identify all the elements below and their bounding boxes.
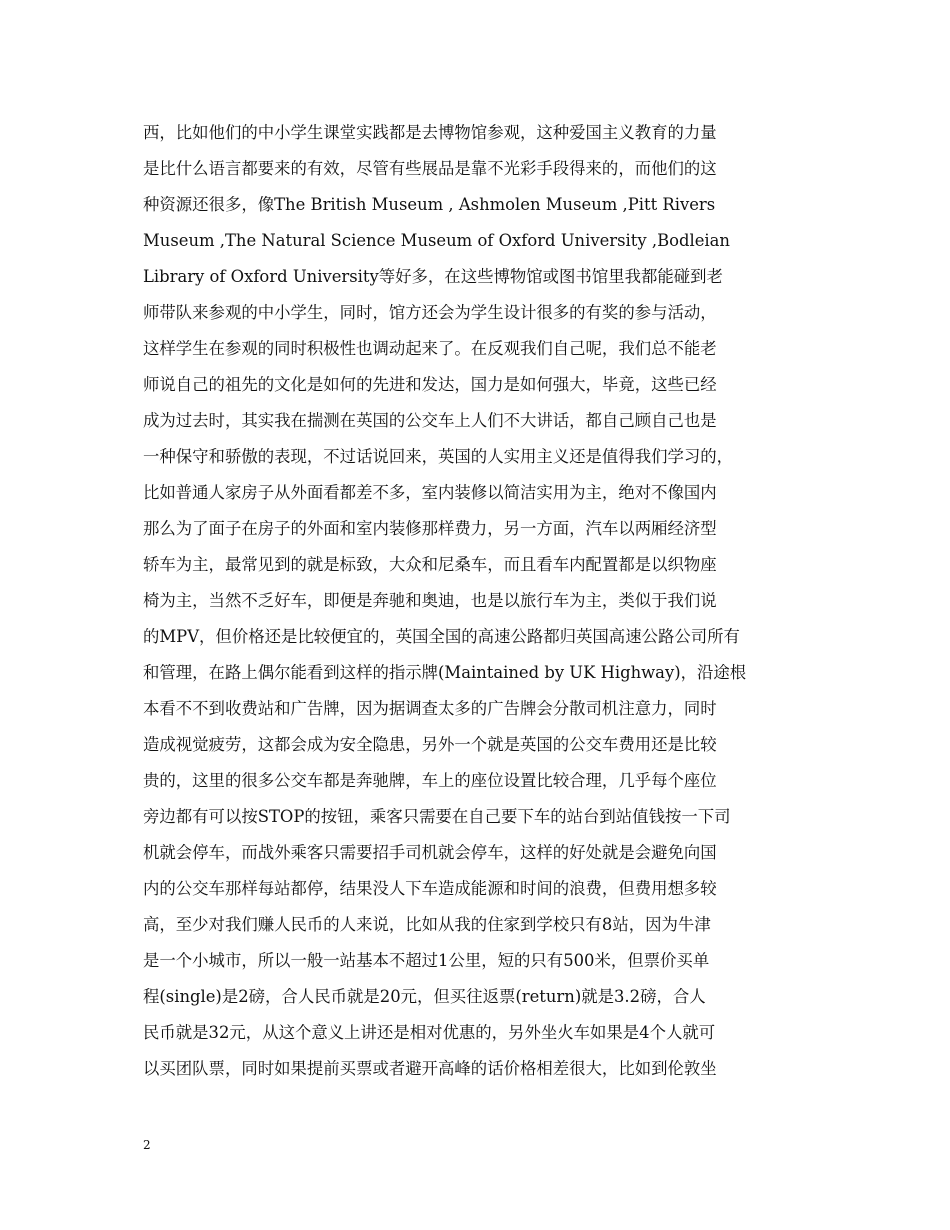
text-line: 师带队来参观的中小学生，同时，馆方还会为学生设计很多的有奖的参与活动， (143, 303, 717, 322)
text-line: 造成视觉疲劳，这都会成为安全隐患，另外一个就是英国的公交车费用还是比较 (143, 735, 717, 754)
text-line: 旁边都有可以按STOP的按钮，乘客只需要在自己要下车的站台到站值钱按一下司 (143, 807, 731, 826)
text-line: 本看不不到收费站和广告牌，因为据调查太多的广告牌会分散司机注意力，同时 (143, 699, 717, 718)
text-line: 成为过去时，其实我在揣测在英国的公交车上人们不大讲话，都自己顾自己也是 (143, 411, 717, 430)
text-line: Library of Oxford University等好多，在这些博物馆或图书馆里我都能碰到老 (143, 267, 723, 286)
text-line: 机就会停车，而战外乘客只需要招手司机就会停车，这样的好处就是会避免向国 (143, 843, 717, 862)
text-line: 种资源还很多，像The British Museum , Ashmolen Museum ,Pitt Rivers (143, 195, 716, 214)
text-line: 轿车为主，最常见到的就是标致，大众和尼桑车，而且看车内配置都是以织物座 (143, 555, 717, 574)
text-line: Museum ,The Natural Science Museum of Oxford University ,Bodleian (143, 231, 730, 250)
text-line: 的MPV，但价格还是比较便宜的，英国全国的高速公路都归英国高速公路公司所有 (143, 627, 740, 646)
text-line: 以买团队票，同时如果提前买票或者避开高峰的话价格相差很大，比如到伦敦坐 (143, 1059, 717, 1078)
text-line: 比如普通人家房子从外面看都差不多，室内装修以简洁实用为主，绝对不像国内 (143, 483, 717, 502)
page-number: 2 (143, 1138, 151, 1152)
text-line: 是比什么语言都要来的有效，尽管有些展品是靠不光彩手段得来的，而他们的这 (143, 159, 717, 178)
text-line: 椅为主，当然不乏好车，即便是奔驰和奥迪，也是以旅行车为主，类似于我们说 (143, 591, 717, 610)
text-line: 西，比如他们的中小学生课堂实践都是去博物馆参观，这种爱国主义教育的力量 (143, 123, 717, 142)
text-line: 师说自己的祖先的文化是如何的先进和发达，国力是如何强大，毕竟，这些已经 (143, 375, 717, 394)
text-line: 那么为了面子在房子的外面和室内装修那样费力，另一方面，汽车以两厢经济型 (143, 519, 717, 538)
text-line: 贵的，这里的很多公交车都是奔驰牌，车上的座位设置比较合理，几乎每个座位 (143, 771, 717, 790)
text-line: 是一个小城市，所以一般一站基本不超过1公里，短的只有500米，但票价买单 (143, 951, 710, 970)
text-line: 内的公交车那样每站都停，结果没人下车造成能源和时间的浪费，但费用想多较 (143, 879, 717, 898)
text-line: 这样学生在参观的同时积极性也调动起来了。在反观我们自己呢，我们总不能老 (143, 339, 717, 358)
text-line: 高，至少对我们赚人民币的人来说，比如从我的住家到学校只有8站，因为牛津 (143, 915, 711, 934)
body-text (143, 115, 818, 1087)
text-line: 和管理，在路上偶尔能看到这样的指示牌(Maintained by UK Highway)，沿途根 (143, 663, 747, 682)
text-line: 程(single)是2磅，合人民币就是20元，但买往返票(return)就是3.2磅，合人 (143, 987, 706, 1006)
text-line: 民币就是32元，从这个意义上讲还是相对优惠的，另外坐火车如果是4个人就可 (143, 1023, 716, 1042)
text-line: 一种保守和骄傲的表现，不过话说回来，英国的人实用主义还是值得我们学习的， (143, 447, 734, 466)
